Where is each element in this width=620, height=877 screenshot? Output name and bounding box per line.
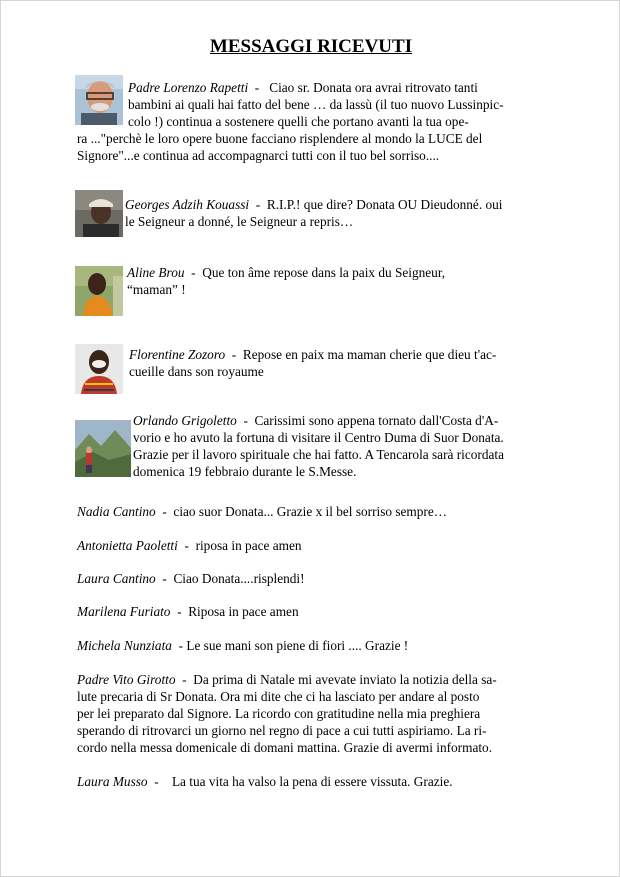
page-title: MESSAGGI RICEVUTI: [209, 36, 413, 57]
message-10-line: per lei preparato dal Signore. La ricordo con gratitudine nella mia preghiera: [77, 706, 481, 721]
avatar-aline-brou: [75, 266, 123, 316]
message-10-line: cordo nella messa domenicale di domani mattina. Grazie di avermi informato.: [77, 740, 493, 755]
author-name: Padre Vito Girotto: [77, 672, 176, 687]
avatar-florentine-zozoro: [75, 344, 123, 394]
message-4-line: vorio e ho avuto la fortuna di visitare il Centro Duma di Suor Donata.: [133, 430, 504, 445]
author-name: Nadia Cantino: [77, 504, 156, 519]
avatar-orlando-grigoletto: [75, 420, 131, 477]
message-4-line: domenica 19 febbraio durante le S.Messe.: [133, 464, 357, 479]
message-9: Michela Nunziata - Le sue mani son piene di fiori .... Grazie !: [77, 638, 409, 653]
message-0-line: bambini ai quali hai fatto del bene … da lassù (il tuo nuovo Lussinpic-: [128, 97, 504, 112]
message-10: Padre Vito Girotto - Da prima di Natale mi avevate inviato la notizia della sa-: [77, 672, 497, 687]
message-1-line: le Seigneur a donné, le Seigneur a repris…: [125, 214, 354, 229]
message-0-line: colo !) continua a sostenere quelli che portano avanti la tua ope-: [128, 114, 469, 129]
message-0-line: Signore"...e continua ad accompagnarci tutti con il tuo bel sorriso....: [77, 148, 440, 163]
message-10-line: sperando di ritrovarci un giorno nel regno di pace a cui tutti aspiriamo. La ri-: [77, 723, 487, 738]
author-name: Orlando Grigoletto: [133, 413, 237, 428]
author-name: Michela Nunziata: [77, 638, 172, 653]
author-name: Marilena Furiato: [77, 604, 171, 619]
message-0-line: ra ..."perchè le loro opere buone facciano risplendere al mondo la LUCE del: [77, 131, 483, 146]
message-4: Orlando Grigoletto - Carissimi sono appena tornato dall'Costa d'A-: [133, 413, 499, 428]
author-name: Padre Lorenzo Rapetti: [128, 80, 249, 95]
avatar-georges-adzih-kouassi: [75, 190, 123, 237]
author-name: Georges Adzih Kouassi: [125, 197, 250, 212]
message-5: Nadia Cantino - ciao suor Donata... Grazie x il bel sorriso sempre…: [77, 504, 448, 519]
avatar-lorenzo-rapetti: [75, 75, 123, 125]
message-8: Marilena Furiato - Riposa in pace amen: [77, 604, 299, 619]
message-2: Aline Brou - Que ton âme repose dans la paix du Seigneur,: [127, 265, 446, 280]
author-name: Antonietta Paoletti: [77, 538, 178, 553]
message-6: Antonietta Paoletti - riposa in pace amen: [77, 538, 302, 553]
message-4-line: Grazie per il lavoro spirituale che hai fatto. A Tencarola sarà ricordata: [133, 447, 504, 462]
message-11: Laura Musso - La tua vita ha valso la pena di essere vissuta. Grazie.: [77, 774, 453, 789]
author-name: Florentine Zozoro: [129, 347, 226, 362]
message-7: Laura Cantino - Ciao Donata....risplendi!: [77, 571, 305, 586]
message-1: Georges Adzih Kouassi - R.I.P.! que dire? Donata OU Dieudonné. oui: [125, 197, 503, 212]
message-2-line: “maman” !: [127, 282, 186, 297]
message-0: Padre Lorenzo Rapetti - Ciao sr. Donata ora avrai ritrovato tanti: [128, 80, 478, 95]
author-name: Laura Musso: [77, 774, 148, 789]
message-10-line: lute precaria di Sr Donata. Ora mi dite che ci ha lasciato per andare al posto: [77, 689, 480, 704]
message-3-line: cueille dans son royaume: [129, 364, 264, 379]
author-name: Aline Brou: [127, 265, 185, 280]
message-3: Florentine Zozoro - Repose en paix ma maman cherie que dieu t'ac-: [129, 347, 497, 362]
author-name: Laura Cantino: [77, 571, 156, 586]
